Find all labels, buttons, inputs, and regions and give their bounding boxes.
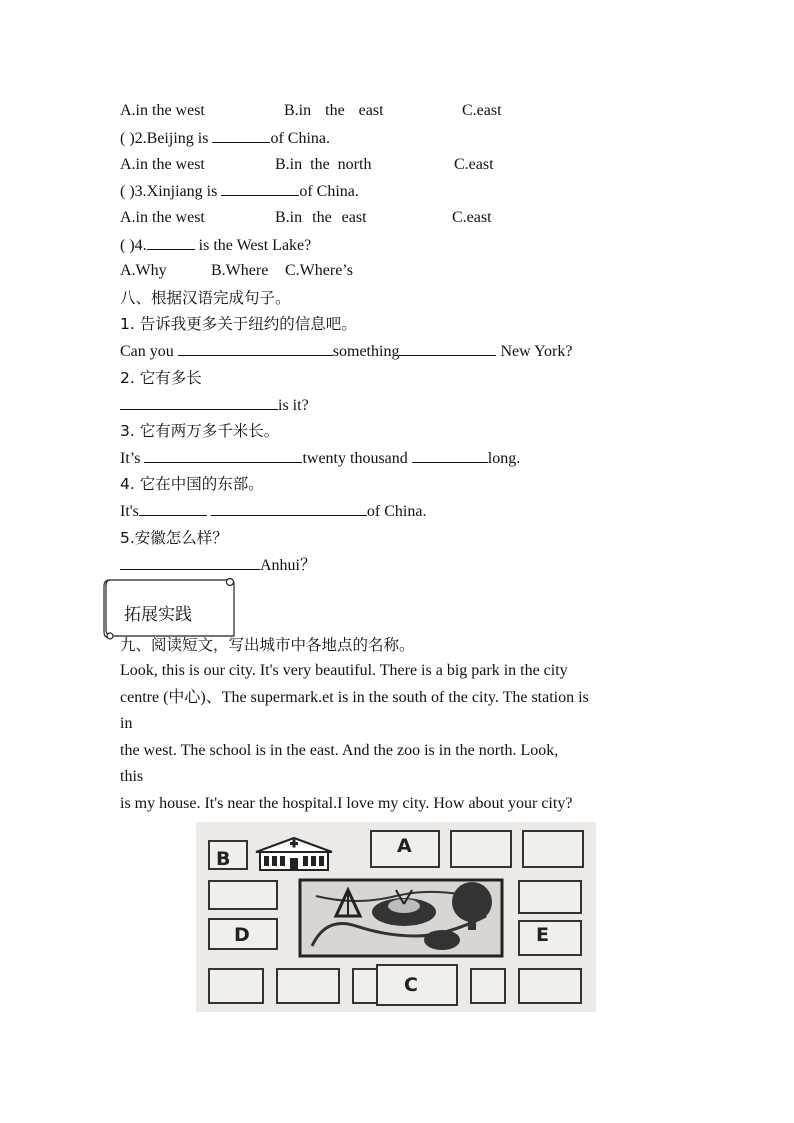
map-label-e: E <box>536 924 549 946</box>
passage-line: the west. The school is in the east. And the zoo is in the north. Look, <box>120 741 559 759</box>
s3-english <box>120 448 520 469</box>
s3-b: twenty thousand <box>302 450 408 467</box>
passage-line: this <box>120 768 144 786</box>
q4-tail: is the West Lake? <box>198 237 312 254</box>
hospital-icon <box>252 834 336 872</box>
s3-blank-2[interactable] <box>412 448 488 463</box>
q3-prefix: ( )3.Xinjiang is <box>120 183 218 200</box>
q3-line <box>120 181 359 202</box>
s1-b: something <box>332 343 400 360</box>
s3-chinese: 3. 它有两万多千米长。 <box>120 422 280 440</box>
s3-blank-1[interactable] <box>144 448 302 463</box>
s1-blank-2[interactable] <box>399 341 496 356</box>
q3-option-a: A.in the west <box>120 209 205 226</box>
map-cell <box>518 968 582 1004</box>
q1-option-b: B.in the east <box>284 102 384 119</box>
s4-a: It's <box>120 503 139 520</box>
s4-blank-1[interactable] <box>139 501 207 516</box>
park-icon <box>296 876 506 960</box>
s3-a: It’s <box>120 450 141 467</box>
q3-blank[interactable] <box>221 181 299 196</box>
s2-chinese: 2. 它有多长 <box>120 369 202 387</box>
reading-passage <box>120 658 675 818</box>
s4-english <box>120 501 426 522</box>
passage-line: is my house. It's near the hospital.I love my city. How about your city? <box>120 794 573 812</box>
s2-a: is it? <box>278 397 309 414</box>
q1-option-a: A.in the west <box>120 102 205 119</box>
q4-blank[interactable] <box>147 235 195 250</box>
passage-line: Look, this is our city. It's very beautiful. There is a big park in the city <box>120 662 568 679</box>
map-cell-e <box>518 920 582 956</box>
s5-a: Anhui？ <box>260 557 317 574</box>
section9-title: 九、阅读短文，写出城市中各地点的名称。 <box>120 636 415 654</box>
q2-option-a: A.in the west <box>120 156 205 173</box>
city-map <box>196 822 596 1012</box>
q4-option-c: C.Where’s <box>285 262 353 279</box>
s1-blank-1[interactable] <box>178 341 333 356</box>
map-cell <box>276 968 340 1004</box>
s2-english <box>120 395 309 416</box>
s5-blank[interactable] <box>120 555 260 570</box>
map-label-c: C <box>404 974 418 996</box>
map-cell <box>470 968 506 1004</box>
map-cell <box>522 830 584 868</box>
q2-prefix: ( )2.Beijing is <box>120 130 209 147</box>
s4-b: of China. <box>366 503 427 520</box>
q4-line <box>120 235 311 256</box>
s3-c: long. <box>487 450 521 467</box>
passage-line: in <box>120 715 133 733</box>
map-cell <box>208 968 264 1004</box>
q2-tail: of China. <box>270 130 330 147</box>
passage-line: centre (中心)、The supermark.et is in the south of the city. The station is <box>120 688 589 706</box>
s4-blank-2[interactable] <box>211 501 367 516</box>
q2-option-b: B.in the north <box>275 156 372 173</box>
q4-option-a: A.Why <box>120 262 167 279</box>
q3-option-c: C.east <box>452 209 492 226</box>
q2-line <box>120 128 330 149</box>
q1-option-c: C.east <box>462 102 502 119</box>
s1-english <box>120 341 572 362</box>
map-label-d: D <box>234 924 250 946</box>
q3-tail: of China. <box>299 183 359 200</box>
s2-blank[interactable] <box>120 395 278 410</box>
s5-english <box>120 555 316 576</box>
s1-a: Can you <box>120 343 174 360</box>
q2-blank[interactable] <box>212 128 270 143</box>
s1-chinese: 1. 告诉我更多关于纽约的信息吧。 <box>120 315 357 333</box>
q4-option-b: B.Where <box>211 262 269 279</box>
map-cell <box>208 880 278 910</box>
s5-chinese: 5.安徽怎么样？ <box>120 529 228 547</box>
map-label-b: B <box>216 848 231 870</box>
section8-title: 八、根据汉语完成句子。 <box>120 289 291 307</box>
q4-prefix: ( )4. <box>120 237 147 254</box>
q2-option-c: C.east <box>454 156 494 173</box>
q3-option-b: B.in the east <box>275 209 367 226</box>
s4-chinese: 4. 它在中国的东部。 <box>120 475 264 493</box>
map-cell <box>518 880 582 914</box>
s1-c: New York? <box>500 343 573 360</box>
map-label-a: A <box>397 835 412 857</box>
practice-label: 拓展实践 <box>124 605 192 625</box>
map-cell <box>450 830 512 868</box>
